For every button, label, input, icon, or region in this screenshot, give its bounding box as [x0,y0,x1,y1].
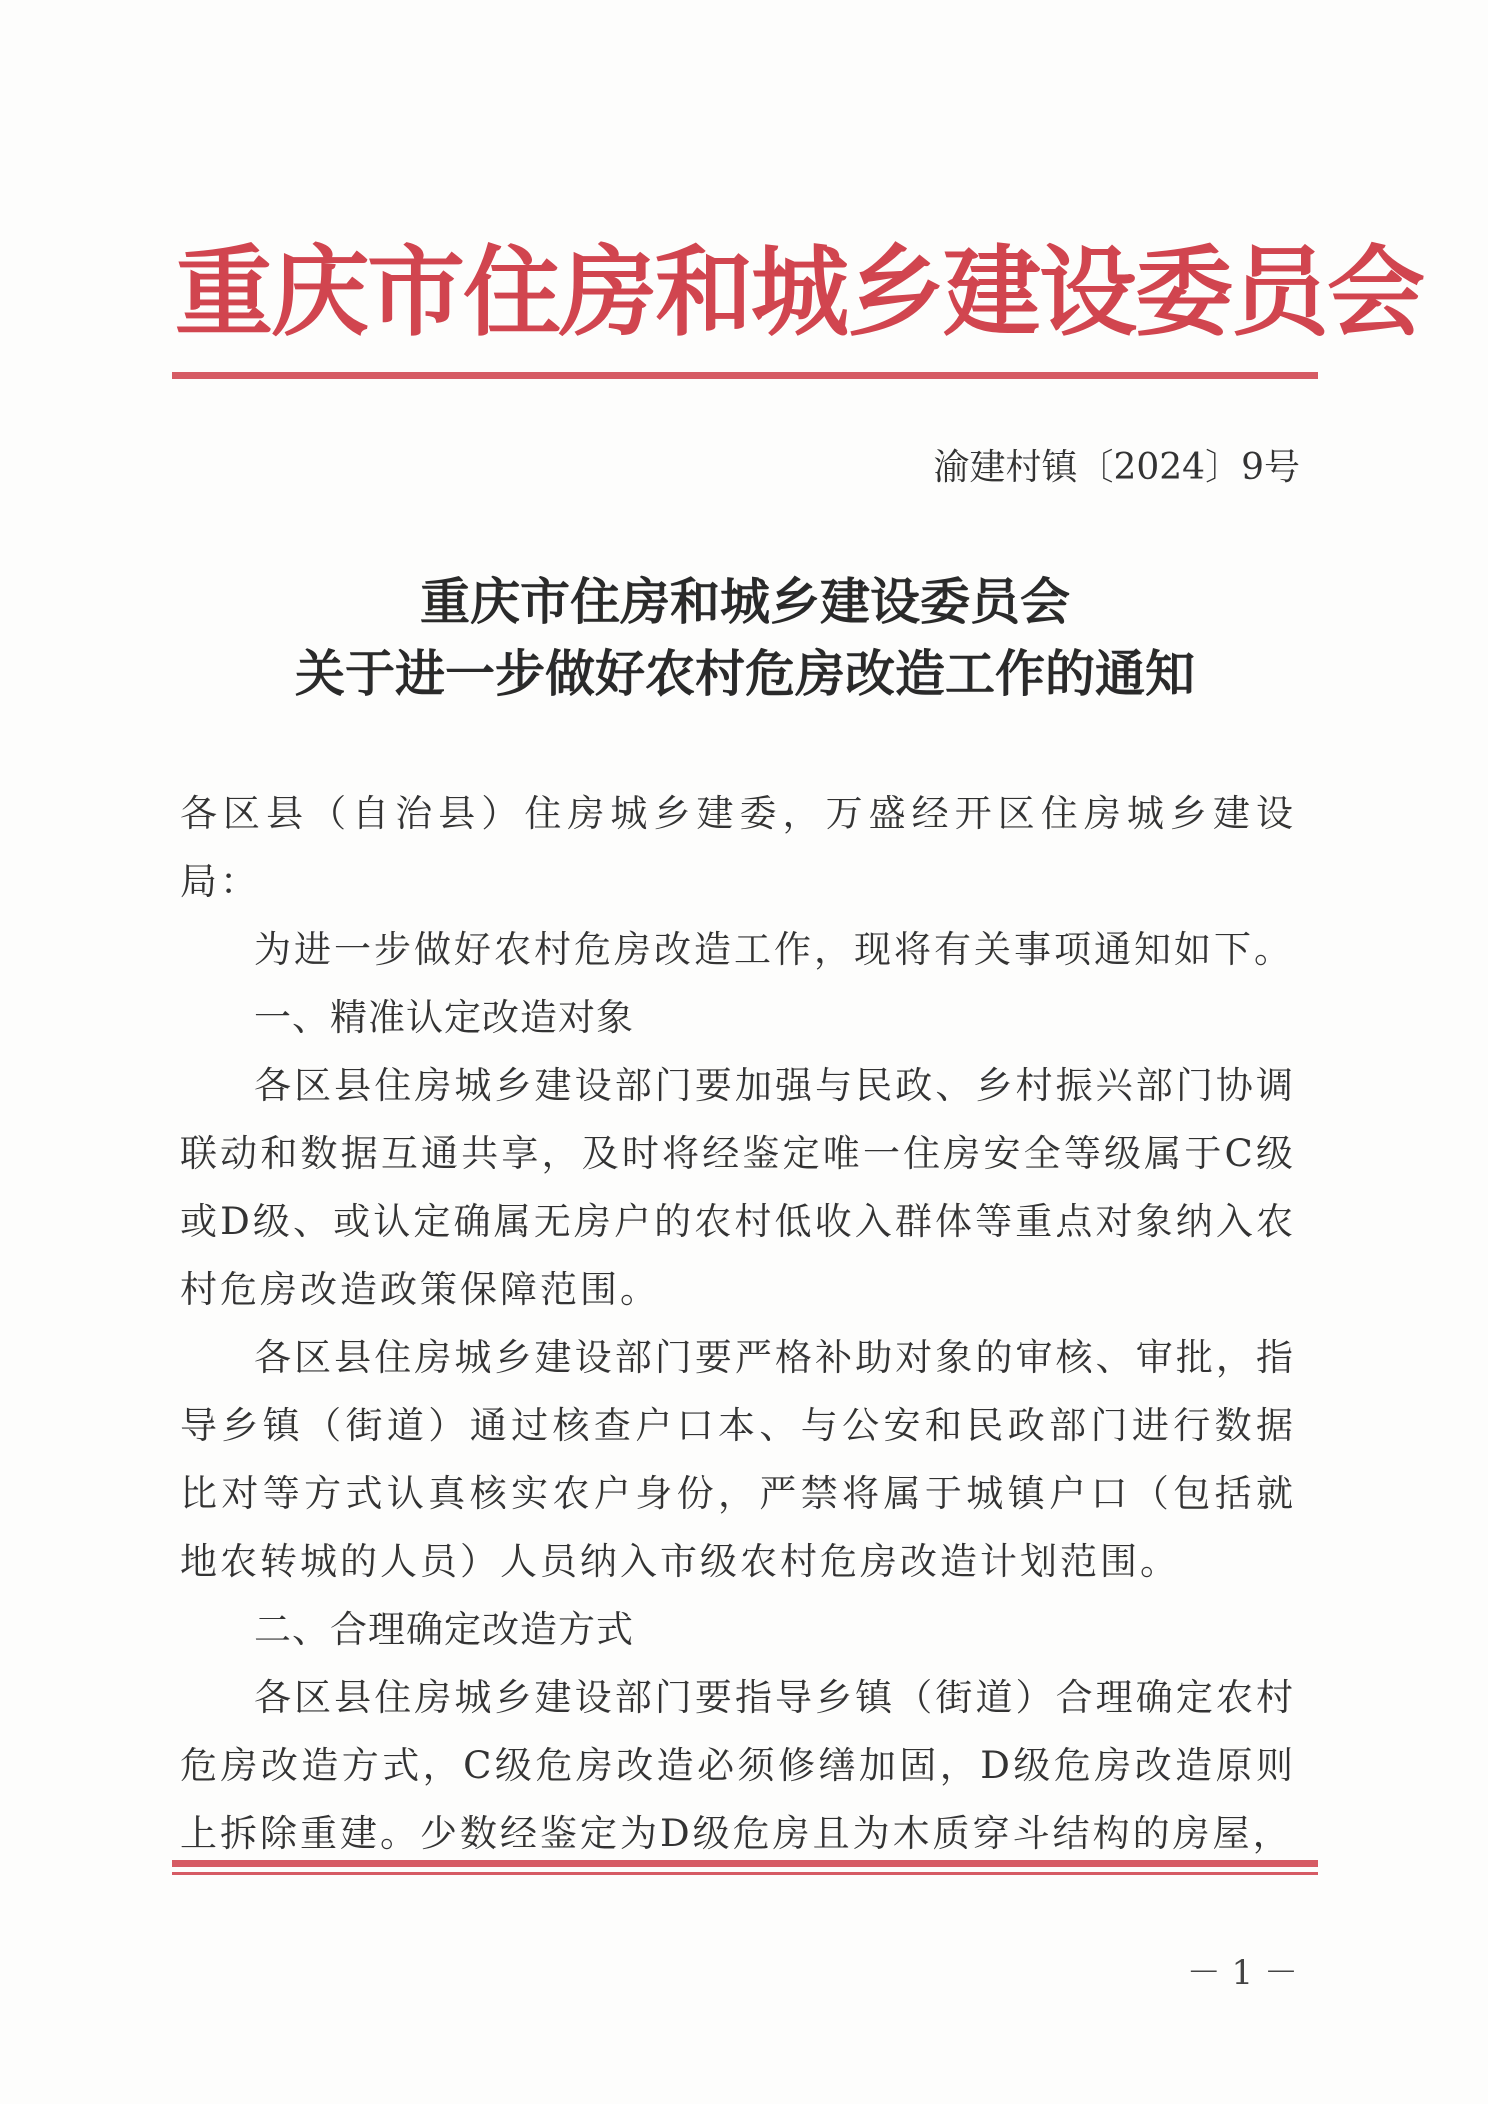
salutation: 各区县（自治县）住房城乡建委，万盛经开区住房城乡建设局： [180,792,1296,903]
issuing-organization-header: 重庆市住房和城乡建设委员会 [175,235,1424,350]
intro-paragraph: 为进一步做好农村危房改造工作，现将有关事项通知如下。 [254,928,1294,971]
section-2-heading: 二、合理确定改造方式 [254,1608,634,1651]
document-body [180,780,1296,1868]
document-title-line-2: 关于进一步做好农村危房改造工作的通知 [295,644,1195,703]
footer-red-rule-bottom [172,1872,1318,1875]
document-title-line-1: 重庆市住房和城乡建设委员会 [420,572,1070,631]
section-1-paragraph-2: 各区县住房城乡建设部门要严格补助对象的审核、审批，指导乡镇（街道）通过核查户口本、与公安和民政部门进行数据比对等方式认真核实农户身份，严禁将属于城镇户口（包括就地农转城的人员）人员纳入市级农村危房改造计划范围。 [180,1336,1296,1583]
section-1-paragraph-1: 各区县住房城乡建设部门要加强与民政、乡村振兴部门协调联动和数据互通共享，及时将经鉴定唯一住房安全等级属于C级或D级、或认定确属无房户的农村低收入群体等重点对象纳入农村危房改造政策保障范围。 [180,1064,1296,1311]
footer-red-rule-top [172,1860,1318,1867]
section-1-heading: 一、精准认定改造对象 [254,996,634,1039]
page-number: － 1 － [1186,1953,1298,1993]
section-2-paragraph-1: 各区县住房城乡建设部门要指导乡镇（街道）合理确定农村危房改造方式，C级危房改造必须修缮加固，D级危房改造原则上拆除重建。少数经鉴定为D级危房且为木质穿斗结构的房屋， [180,1676,1296,1855]
document-number: 渝建村镇〔2024〕9号 [933,447,1300,488]
header-red-rule [172,372,1318,379]
